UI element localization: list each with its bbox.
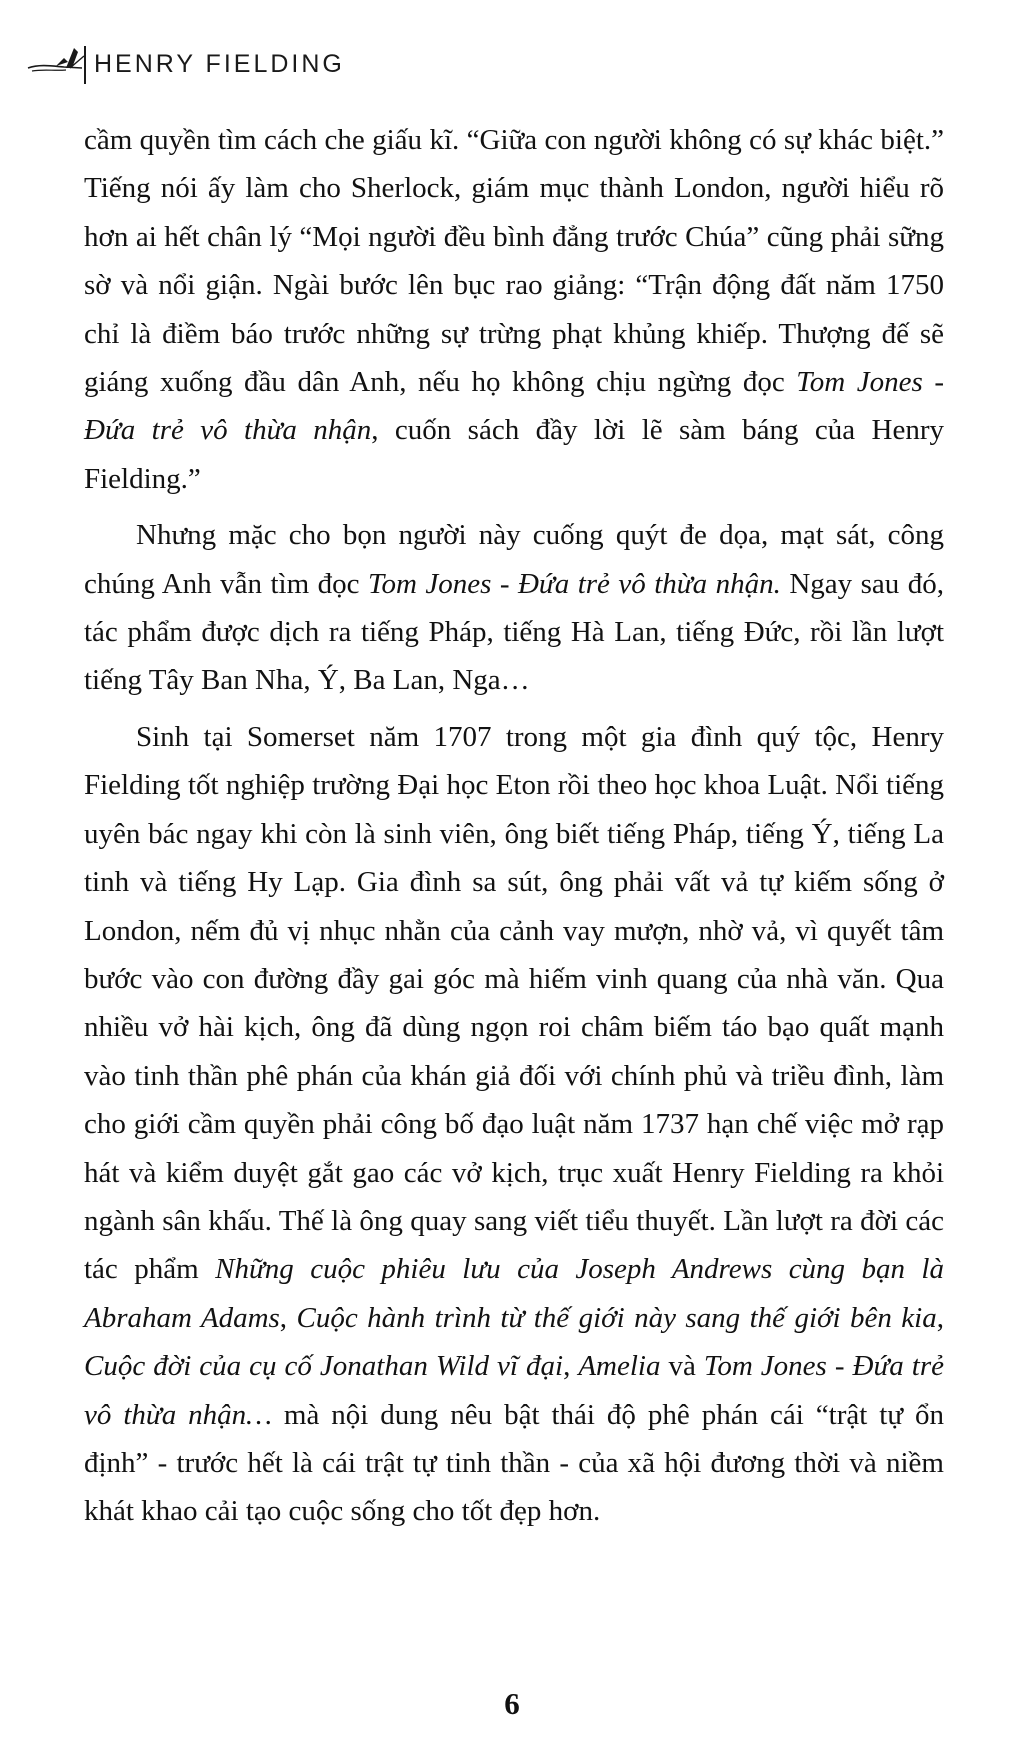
paragraph-2-text-2: Ngay sau đó, tác phẩm được dịch ra tiếng Pháp, tiếng Hà Lan, tiếng Đức, rồi lần lượt tiếng Tây Ban Nha, Ý, Ba Lan, Nga… bbox=[84, 567, 944, 697]
paragraph-2 bbox=[84, 511, 944, 705]
paragraph-1 bbox=[84, 116, 944, 503]
paragraph-3-text-5: và bbox=[660, 1350, 704, 1383]
book-title-joseph-andrews: Những cuộc phiêu lưu của Joseph Andrews cùng bạn là Abraham Adams bbox=[84, 1253, 944, 1334]
running-header-title: HENRY FIELDING bbox=[94, 49, 345, 78]
paragraph-1-text-2: , cuốn sách đầy lời lẽ sàm báng của Henry Fielding.” bbox=[84, 414, 944, 495]
book-title-tom-jones: Tom Jones - Đứa trẻ vô thừa nhận bbox=[84, 366, 944, 447]
paragraph-3 bbox=[84, 713, 944, 1536]
paragraph-3-text-4: , bbox=[563, 1350, 579, 1383]
book-title-journey: Cuộc hành trình từ thế giới này sang thế giới bên kia bbox=[296, 1301, 937, 1334]
paragraph-1-text-1: cầm quyền tìm cách che giấu kĩ. “Giữa con người không có sự khác biệt.” Tiếng nói ấy làm cho Sherlock, giám mục thành London, người hiểu rõ hơn ai hết chân lý “Mọi người đều bình đẳng trước Chúa” cũng phải sững sờ và nổi giận. Ngài bước lên bục rao giảng: “Trận động đất năm 1750 chỉ là điềm báo trước những sự trừng phạt khủng khiếp. Thượng đế sẽ giáng xuống đầu dân Anh, nếu họ không chịu ngừng đọc bbox=[84, 124, 944, 399]
paragraph-3-text-3: , bbox=[936, 1301, 944, 1334]
running-header bbox=[26, 44, 345, 84]
paragraph-2-text-1: Nhưng mặc cho bọn người này cuống quýt đe dọa, mạt sát, công chúng Anh vẫn tìm đọc bbox=[84, 519, 944, 600]
page-number: 6 bbox=[504, 1686, 520, 1721]
book-title-jonathan-wild: Cuộc đời của cụ cố Jonathan Wild vĩ đại bbox=[84, 1350, 564, 1383]
book-title-tom-jones: Tom Jones - Đứa trẻ vô thừa nhận. bbox=[367, 567, 781, 600]
paragraph-3-text-1: Sinh tại Somerset năm 1707 trong một gia đình quý tộc, Henry Fielding tốt nghiệp trường Đại học Eton rồi theo học khoa Luật. Nổi tiếng uyên bác ngay khi còn là sinh viên, ông biết tiếng Pháp, tiếng Ý, tiếng La tinh và tiếng Hy Lạp. Gia đình sa sút, ông phải vất vả tự kiếm sống ở London, nếm đủ vị nhục nhằn của cảnh vay mượn, nhờ vả, vì quyết tâm bước vào con đường đầy gai góc mà hiếm vinh quang của nhà văn. Qua nhiều vở hài kịch, ông đã dùng ngọn roi châm biếm táo bạo quất mạnh vào tinh thần phê phán của khán giả đối với chính phủ và triều đình, làm cho giới cầm quyền phải công bố đạo luật năm 1737 hạn chế việc mở rạp hát và kiểm duyệt gắt gao các vở kịch, trục xuất Henry Fielding ra khỏi ngành sân khấu. Thế là ông quay sang viết tiểu thuyết. Lần lượt ra đời các tác phẩm bbox=[84, 720, 944, 1286]
book-title-tom-jones: Tom Jones - Đứa trẻ vô thừa nhận… bbox=[84, 1350, 945, 1431]
body-text bbox=[84, 116, 944, 1536]
quill-ornament-icon bbox=[26, 44, 88, 84]
paragraph-3-text-6: mà nội dung nêu bật thái độ phê phán cái “trật tự ổn định” - trước hết là cái trật tự tinh thần - của xã hội đương thời và niềm khát khao cải tạo cuộc sống cho tốt đẹp hơn. bbox=[84, 1398, 945, 1528]
book-title-amelia: Amelia bbox=[578, 1350, 661, 1383]
paragraph-3-text-2: , bbox=[279, 1301, 297, 1334]
